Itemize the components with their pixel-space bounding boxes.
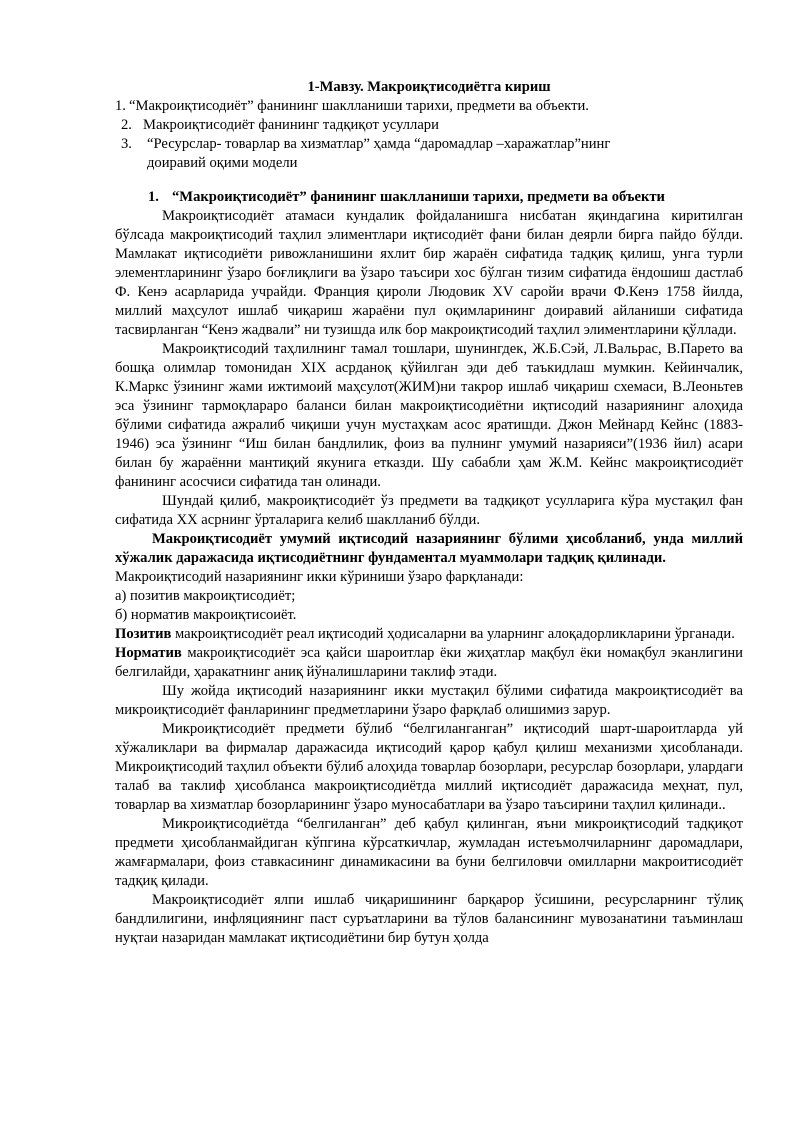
section-heading-text: “Макроиқтисодиёт” фанининг шаклланиши тарихи, предмети ва объекти — [172, 189, 665, 205]
topic-plan — [115, 97, 743, 173]
definition-paragraph — [115, 644, 743, 682]
paragraph: Макроиқтисодиёт атамаси кундалик фойдаланишга нисбатан яқиндагина киритилган бўлсада макроиқтисодий таҳлил элиментлари иқтисодиёт фани билан деярли бирга пайдо бўлди. Мамлакат иқтисодиёти ривожланишини яхлит бир жараён сифатида тадқиқ қилиш, унга турли элементларининг ўзаро боғлиқлиги ва ўзаро таъсири хос бўлган тизим сифатида ёндошиш дастлаб Ф. Кенэ асарларида учрайди. Франция қироли Людовик XV саройи врачи Ф.Кенэ 1758 йилда, миллий маҳсулот ишлаб чиқариш жараёни пул оқимларининг доиравий айланиши сифатида тасвирланган “Кенэ жадвали” ни тузишда илк бор макроиқтисодий таҳлил элиментларини қўллади. — [115, 208, 743, 338]
plan-item — [115, 135, 743, 173]
definition-term: Позитив — [115, 626, 172, 642]
page-title: 1-Мавзу. Макроиқтисодиётга кириш — [307, 79, 551, 95]
definition-text: макроиқтисодиёт реал иқтисодий ҳодисаларни ва уларнинг алоқадорликларини ўрганади. — [171, 626, 735, 642]
definition-text: макроиқтисодиёт эса қайси шароитлар ёки жиҳатлар мақбул ёки номақбул эканлигини белгилайди, ҳаракатнинг аниқ йўналишларини таклиф этади. — [115, 645, 743, 680]
plan-item-text: “Ресурслар- товарлар ва хизматлар” ҳамда “даромадлар –харажатлар”нинг доиравий оқими модели — [147, 136, 611, 171]
paragraph: Макроиқтисодий назариянинг икки кўриниши ўзаро фарқланади: — [115, 569, 524, 585]
paragraph: Шу жойда иқтисодий назариянинг икки мустақил бўлими сифатида макроиқтисодиёт ва микроиқтисодиёт фанларининг предметларини ўзаро фарқлаб олишимиз зарур. — [115, 683, 743, 718]
plan-item-text: Макроиқтисодиёт фанининг тадқиқот усуллари — [143, 117, 439, 133]
section-heading — [115, 188, 743, 207]
plan-item — [115, 116, 743, 135]
plan-item-text: “Макроиқтисодиёт” фанининг шаклланиши тарихи, предмети ва объекти. — [129, 98, 589, 114]
paragraph: Макроиқтисодиёт ялпи ишлаб чиқаришининг барқарор ўсишини, ресурсларнинг тўлиқ бандлилигини, инфляциянинг паст суръатларини ва тўлов балансининг мувозанатини таъминлаш нуқтаи назаридан мамлакат иқтисодиётини бир бутун ҳолда — [115, 892, 743, 946]
definition-term: Норматив — [115, 645, 182, 661]
plan-item-number: 1. — [115, 98, 126, 114]
list-item: а) позитив макроиқтисодиёт; — [115, 588, 296, 604]
section-number: 1. — [148, 189, 159, 205]
bold-paragraph: Макроиқтисодиёт умумий иқтисодий назариянинг бўлими ҳисобланиб, унда миллий хўжалик даражасида иқтисодиётнинг фундаментал муаммолари тадқиқ қилинади. — [115, 531, 743, 566]
paragraph: Микроиқтисодиёт предмети бўлиб “белгиланганган” иқтисодий шарт-шароитларда уй хўжаликлари ва фирмалар даражасида иқтисодий қарор қабул қилиш механизми ҳисобланади. Микроиқтисодий таҳлил объекти бўлиб алоҳида товарлар бозорлари, ресурслар бозорлари, улардаги талаб ва таклиф ҳисобланса макроиқтисодиётда миллий иқтисодиёт даражасида меҳнат, пул, товарлар ва хизматлар бозорларининг ўзаро муносабатлари ва ўзаро таъсирини таҳлил қилинади.. — [115, 721, 743, 813]
paragraph: Микроиқтисодиётда “белгиланган” деб қабул қилинган, яъни микроиқтисодий тадқиқот предмети ҳисобланмайдиган кўпгина кўрсаткичлар, жумладан истеъмолчиларнинг даромадлари, жамғармалари, фоиз ставкасининг динамикасини ва буни белгиловчи омилларни макроитисодиёт тадқиқ қилади. — [115, 816, 743, 889]
list-item: б) норматив макроиқтисоиёт. — [115, 607, 297, 623]
paragraph: Макроиқтисодий таҳлилнинг тамал тошлари, шунингдек, Ж.Б.Сэй, Л.Вальрас, В.Парето ва бошқа олимлар томонидан XIX асрданоқ қўйилган эди деб таъкидлаш мумкин. Кейинчалик, К.Маркс ўзининг жами ижтимоий маҳсулот(ЖИМ)ни такрор ишлаб чиқариш схемаси, В.Леоньтев эса ўзининг тармоқлараро баланси билан макроиқтисодиётни иқтисодий назариянинг алоҳида бўлими сифатида ажралиб чиқиши учун мустаҳкам асос яратишди. Джон Мейнард Кейнс (1883- 1946) эса ўзининг “Иш билан бандлилик, фоиз ва пулнинг умумий назарияси”(1936 йил) асари билан бу жараённи мантиқий якунига етказди. Шу сабабли ҳам Ж.М. Кейнс макроиқтисодиёт фанининг асосчиси сифатида тан олинади. — [115, 341, 743, 490]
plan-item-number: 2. — [121, 117, 132, 133]
definition-paragraph — [115, 625, 743, 644]
plan-item — [115, 97, 743, 116]
plan-item-number: 3. — [121, 136, 132, 152]
paragraph: Шундай қилиб, макроиқтисодиёт ўз предмети ва тадқиқот усулларига кўра мустақил фан сифатида XX асрнинг ўрталарига келиб шаклланиб бўлди. — [115, 493, 743, 528]
